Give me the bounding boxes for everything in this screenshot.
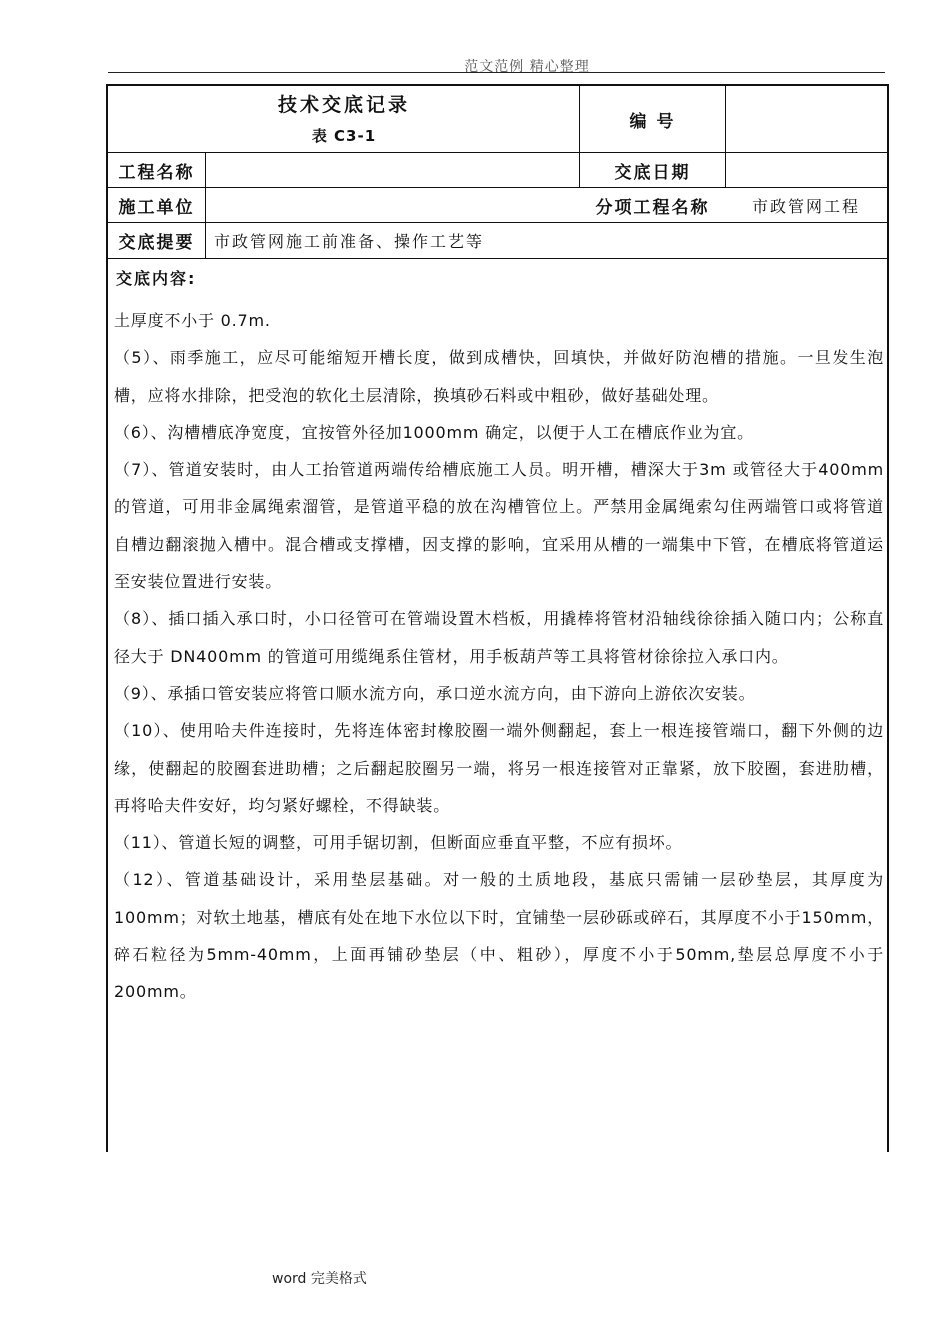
project-name-value [206, 153, 576, 187]
summary-label: 交底提要 [118, 233, 195, 253]
row-divider [108, 258, 887, 259]
unit-label: 施工单位 [118, 197, 195, 218]
content-paragraph: （8）、插口插入承口时，小口径管可在管端设置木档板，用撬棒将管材沿轴线徐徐插入随口内；公称直径大于 DN400mm 的管道可用缆绳系住管材，用手板葫芦等工具将管材徐徐拉入承口内。 [114, 609, 884, 666]
content-body [114, 302, 884, 1011]
date-label: 交底日期 [614, 162, 691, 183]
content-paragraph: （5）、雨季施工，应尽可能缩短开槽长度，做到成槽快，回填快，并做好防泡槽的措施。一旦发生泡槽，应将水排除，把受泡的软化土层清除，换填砂石料或中粗砂，做好基础处理。 [114, 348, 884, 405]
content-paragraph: （10）、使用哈夫件连接时，先将连体密封橡胶圈一端外侧翻起，套上一根连接管端口，翻下外侧的边缘，使翻起的胶圈套进助槽；之后翻起胶圈另一端，将另一根连接管对正靠紧，放下胶圈，套进肋槽，再将哈夫件安好，均匀紧好螺栓，不得缺装。 [114, 721, 884, 815]
summary-value: 市政管网施工前准备、操作工艺等 [214, 232, 485, 251]
page-footer: word 完美格式 [272, 1271, 367, 1287]
content-paragraph: （7）、管道安装时，由人工抬管道两端传给槽底施工人员。明开槽，槽深大于3m 或管径大于400mm 的管道，可用非金属绳索溜管，是管道平稳的放在沟槽管位上。严禁用金属绳索勾住两端管口或将管道自槽边翻滚抛入槽中。混合槽或支撑槽，因支撑的影响，宜采用从槽的一端集中下管，在槽底将管道运至安装位置进行安装。 [114, 460, 884, 592]
sub-project-label: 分项工程名称 [595, 197, 710, 218]
date-value [726, 153, 886, 187]
content-paragraph: （12）、管道基础设计，采用垫层基础。对一般的土质地段，基底只需铺一层砂垫层，其厚度为 100mm；对软土地基，槽底有处在地下水位以下时，宜铺垫一层砂砾或碎石，其厚度不小于150mm，碎石粒径为5mm-40mm，上面再铺砂垫层（中、粗砂），厚度不小于50mm,垫层总厚度不小于200mm。 [114, 870, 884, 1002]
form-subtitle: 表 C3-1 [311, 127, 377, 145]
project-name-label: 工程名称 [118, 162, 195, 183]
header-divider [108, 72, 885, 73]
page-header: 范文范例 精心整理 [464, 59, 590, 75]
content-paragraph: （11）、管道长短的调整，可用手锯切割，但断面应垂直平整，不应有损坏。 [114, 833, 683, 853]
content-paragraph: （9）、承插口管安装应将管口顺水流方向，承口逆水流方向，由下游向上游依次安装。 [114, 683, 756, 703]
number-value [726, 86, 886, 152]
unit-value [206, 188, 576, 222]
form-title: 技术交底记录 [277, 94, 410, 116]
number-label: 编 号 [629, 111, 676, 132]
content-paragraph: （6）、沟槽槽底净宽度，宜按管外径加1000mm 确定，以便于人工在槽底作业为宜。 [114, 422, 754, 442]
content-heading: 交底内容: [116, 269, 197, 288]
sub-project-value: 市政管网工程 [751, 196, 860, 216]
content-paragraph: 土厚度不小于 0.7m. [114, 311, 271, 330]
